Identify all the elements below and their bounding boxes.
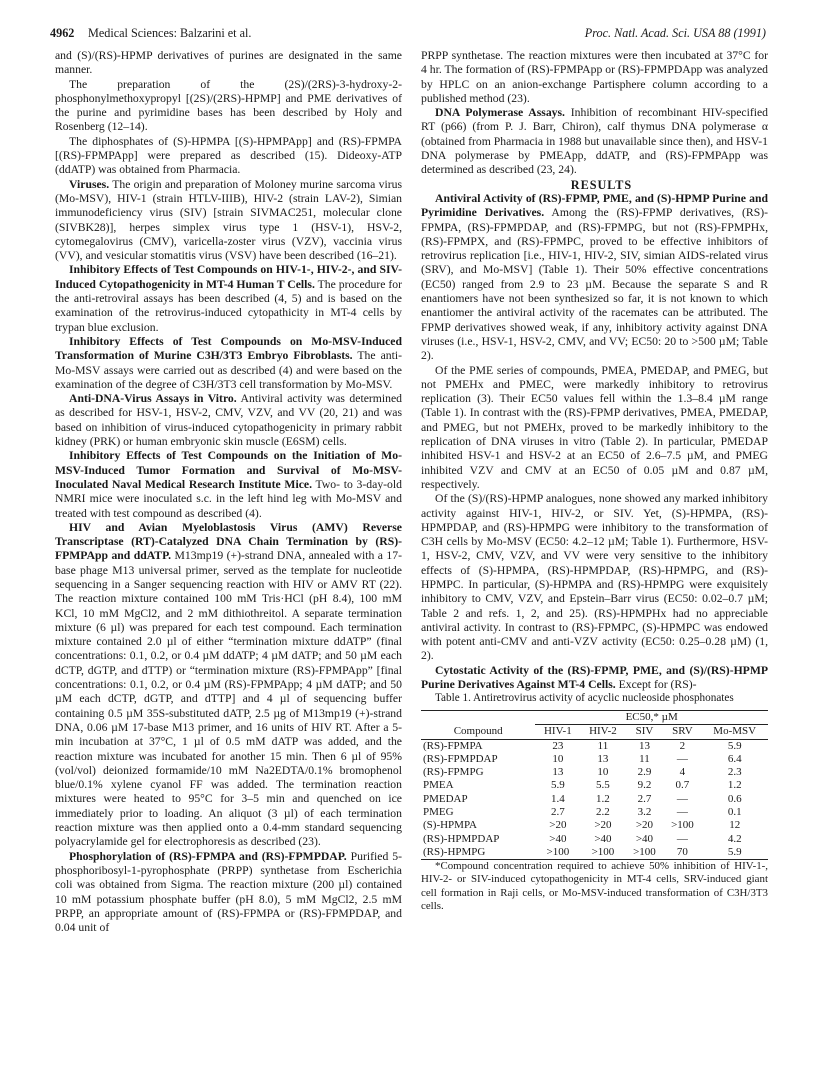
table-row [421,779,768,792]
table-cell: >20 [635,819,654,832]
paragraph-body: The origin and preparation of Moloney murine sarcoma virus (Mo-MSV), HIV-1 (strain HTLV-IIIB), HIV-2 (strain LAV-2), Simian immunodeficiency virus (SIV) [strain SIVMAC251, molecular clone (SIVBK28)], herpes simplex virus type 1 (HSV-1), HSV-2, cytomegalovirus (CMV), varicella-zoster virus (VZV), vaccinia virus (VV), and vesicular stomatitis virus (VSV) have been described (16–21). [55,177,402,263]
table-cell: 4 [679,766,686,779]
page-number: 4962 [50,26,75,40]
table-cell: >20 [549,819,567,832]
table-cell: 9.2 [637,779,652,792]
section-paragraph [55,263,402,334]
left-column [55,49,402,935]
table-cell: (S)-HPMPA [423,819,478,832]
results-heading: RESULTS [570,177,633,192]
run-in-heading: Phosphorylation of (RS)-FPMPA and (RS)-FPMPDAP. [69,849,347,863]
table-cell: 3.2 [637,806,652,819]
table-cell: 13 [638,739,650,752]
table-cell: — [676,792,688,805]
table-cell: >40 [594,832,612,845]
table-cell: 2.9 [637,766,652,779]
paragraph-body: Antiviral activity was determined as described for HSV-1, HSV-2, CMV, VZV, and VV (20, 21) and was based on inhibition of virus-induced cytopathogenicity in primary rabbit kidney (PRK) or human embryonic skin muscle (E6SM) cells. [55,392,402,449]
table-row [421,846,768,860]
paragraph-body: Two- to 3-day-old NMRI mice were inoculated s.c. in the left hind leg with Mo-MSV and treated with test compound as described (4). [55,477,402,520]
paragraph-body: The procedure for the anti-retroviral assays has been described (4, 5) and is based on the examination of the retrovirus-induced cytopathicity in MT-4 cells by trypan blue exclusion. [55,277,402,334]
table-cell: 1.2 [727,779,742,792]
table-cell: 70 [663,846,701,860]
table-cell: 0.1 [727,806,742,819]
table-cell: — [676,752,688,765]
table-caption: Table 1. Antiretrovirus activity of acyclic nucleoside phosphonates [435,692,734,705]
column-header: SRV [663,725,701,739]
run-in-heading: Inhibitory Effects of Test Compounds on Mo-MSV-Induced Transformation of Murine C3H/3T3 Embryo Fibroblasts. [55,334,402,363]
table-row [421,766,768,779]
table-cell: — [676,806,688,819]
section-paragraph [55,178,402,264]
table-cell: (RS)-FPMPG [423,766,484,779]
run-in-heading: DNA Polymerase Assays. [435,106,565,120]
table-cell: 4.2 [727,832,742,845]
run-in-heading: Viruses. [69,177,110,191]
table-cell: >40 [635,832,654,845]
page-header [50,24,766,42]
table-cell: 10 [552,752,564,765]
table-cell: >20 [594,819,612,832]
paragraph: Of the PME series of compounds, PMEA, PMEDAP, and PMEG, but not PMEHx and PMEC, were markedly inhibitory to retrovirus replication (3). Their EC50 values fell within the 1.3–8.4 µM range (Table 1). In contrast with the (RS)-FPMP derivatives, PMEA, PMEDAP, and PMEG, but not PMEHx, proved to be markedly inhibitory to the replication of DNA viruses in vitro (Table 2). In particular, PMEDAP inhibited HSV-1 and HSV-2 at an EC50 of 2.6–7.5 µM, and PMEG inhibited VZV and CMV at an EC50 of 0.05 µM and 0.87 µM, respectively. [421,363,768,491]
section-paragraph [55,521,402,850]
section-paragraph [55,449,402,520]
table-cell: 2.2 [596,806,610,819]
table-cell: >100 [580,846,625,860]
table-cell: PMEG [423,806,454,819]
table-row [421,819,768,832]
table-cell: 2.7 [550,806,565,819]
paragraph-body: Inhibition of recombinant HIV-specified RT (p66) (from P. J. Barr, Chiron), calf thymus DNA polymerase α (obtained from Pharmacia in 1988 but unavailable since then), and HSV-1 DNA polymerase by PMEApp, ddATP, and (RS)-FPMPApp was determined as described (23, 24). [421,106,768,177]
table-cell: 5.9 [727,739,742,752]
table-header-row [421,725,768,739]
table-header-blank [421,710,535,724]
table-cell: 5.9 [701,846,768,860]
table-unit-row [421,710,768,724]
run-in-heading: Cytostatic Activity of the (RS)-FPMP, PME, and (S)/(RS)-HPMP Purine Derivatives Against MT-4 Cells. [421,663,768,692]
table-cell: 12 [729,819,741,832]
table-cell: 13 [552,766,564,779]
table-row [421,739,768,753]
run-in-heading: Inhibitory Effects of Test Compounds on the Initiation of Mo-MSV-Induced Tumor Formation and Survival of Mo-MSV-Inoculated Naval Medical Research Institute Mice. [55,449,402,491]
table-cell: 1.4 [550,792,565,805]
table-row [421,833,768,846]
journal-citation: Proc. Natl. Acad. Sci. USA 88 (1991) [584,26,766,40]
table-row [421,806,768,819]
right-column [421,49,768,913]
table-cell: (RS)-FPMPDAP [423,752,498,765]
run-in-heading: HIV and Avian Myeloblastosis Virus (AMV) Reverse Transcriptase (RT)-Catalyzed DNA Chain Termination by (RS)-FPMPApp and ddATP. [55,520,402,563]
paragraph-body: The anti-Mo-MSV assays were carried out as described (4) and were based on the examination of the degree of C3H/3T3 cell transformation by Mo-MSV. [55,349,402,391]
table-cell: 10 [597,766,609,779]
paragraph: The diphosphates of (S)-HPMPA [(S)-HPMPApp] and (RS)-FPMPA [(RS)-FPMPApp] were prepared as described (15). Dideoxy-ATP (ddATP) was obtained from Pharmacia. [55,134,402,177]
table-cell: — [676,832,688,845]
run-in-heading: Anti-DNA-Virus Assays in Vitro. [69,392,237,406]
table-cell: 11 [597,739,609,752]
table-cell: 5.5 [596,779,610,792]
section-paragraph [421,192,768,364]
table-cell: 2 [679,739,686,752]
table-cell: >100 [625,846,663,860]
table-cell: >40 [549,832,567,845]
table-cell: PMEDAP [423,792,468,805]
column-header: SIV [625,725,663,739]
table-cell: (RS)-HPMPDAP [423,832,500,845]
table-cell: 1.2 [596,792,610,805]
table-cell: 0.6 [727,792,742,805]
table-cell: 5.9 [550,779,565,792]
column-header: HIV-1 [535,725,580,739]
run-in-heading: Antiviral Activity of (RS)-FPMP, PME, and (S)-HPMP Purine and Pyrimidine Derivatives. [421,191,768,220]
table-cell: 13 [597,752,609,765]
table-cell: 2.7 [637,792,652,805]
antiretrovirus-table [421,710,768,860]
column-header: Mo-MSV [701,725,768,739]
table-cell: 23 [552,739,564,752]
section-paragraph [55,335,402,392]
table-footnote: *Compound concentration required to achieve 50% inhibition of HIV-1-, HIV-2- or SIV-induced cytopathogenicity in MT-4 cells, SRV-induced giant cell formation in Raji cells, or Mo-MSV-induced transformation of C3H/3T3 cells. [421,860,768,912]
paragraph-body: Purified 5-phosphoribosyl-1-pyrophosphate (PRPP) synthetase from Escherichia coli was obtained from Sigma. The reaction mixture (200 µl) contained 10 mM potassium phosphate buffer (pH 8.0), 5 mM MgCl2, 2.5 mM PRPP, an appropriate amount of (RS)-FPMPA or (RS)-FPMPDAP, and 0.04 unit of [55,849,402,935]
run-in-heading: Inhibitory Effects of Test Compounds on HIV-1-, HIV-2-, and SIV-Induced Cytopathogenicity in MT-4 Human T Cells. [55,263,402,291]
paragraph-body: Among the (RS)-FPMP derivatives, (RS)-FPMPA, (RS)-FPMPDAP, and (RS)-FPMPG, but not (RS)-FPMPHx, (RS)-FPMPX, and (RS)-FPMPC, proved to be effective inhibitors of retrovirus replication [i.e., HIV-1, HIV-2, SIV, simian AIDS-related virus (SRV), and Mo-MSV] (Table 1). Their 50% effective concentrations (EC50) ranged from 2.9 to 23 µM. Because the separate S and R enantiomers have not been synthesized so far, it is not known to which enantiomer the antiviral activity of the racemates can be attributed. The FPMP derivatives showed weak, if any, inhibitory activity against DNA viruses (i.e., HSV-1, HSV-2, CMV, and VV; EC50: 20 to >500 µM; Table 2). [421,206,768,363]
paragraph: The preparation of the (2S)/(2RS)-3-hydroxy-2-phosphonylmethoxypropyl [(2S)/(2RS)-HPMP] and PME derivatives of the purine and pyrimidine bases has been described by Holy and Rosenberg (12–14). [55,77,402,134]
table-cell: 6.4 [727,752,742,765]
paragraph: and (S)/(RS)-HPMP derivatives of purines are designated in the same manner. [55,49,402,77]
table-cell: 2.3 [727,766,742,779]
table-cell: (RS)-HPMPG [421,846,535,860]
column-header: Compound [421,725,535,739]
table-unit-header: EC50,* µM [535,710,768,724]
paragraph: PRPP synthetase. The reaction mixtures were then incubated at 37°C for 4 hr. The formation of (RS)-FPMPApp or (RS)-FPMPDApp was analyzed by HPLC on an anion-exchange Partisphere column according to a published method (23). [421,49,768,105]
column-header: HIV-2 [580,725,625,739]
table-cell: >100 [535,846,580,860]
table-row [421,753,768,766]
table-cell: >100 [671,819,694,832]
table-cell: 0.7 [675,779,690,792]
table-cell: PMEA [423,779,454,792]
paragraph-body: M13mp19 (+)-strand DNA, annealed with a 17-base phage M13 universal primer, served as the template for nucleotide sequencing in a Sanger sequencing reaction with HIV or AMV RT (22). The reaction mixture contained 100 mM Tris·HCl (pH 8.4), 100 mM KCl, 10 mM MgCl2, and 2 mM dithiothreitol. A separate termination mixture (6 µl) was prepared for each test compound. Each termination mixture contained 2.0 µl of either “termination mixture ddATP” (final concentrations: 0.1, 0.2, or 0.4 µM ddATP; 4 µM dATP; and 50 µM each dCTP, dGTP, and dTTP) or “termination mixture (RS)-FPMPApp” [final concentrations: 0.1, 0.2, or 0.4 µM (RS)-FPMPApp; 4 µM dATP; and 50 µM each dCTP, dGTP, and dTTP] and 4 µl of sequencing buffer containing 0.5 µM 35S-substituted dATP, 2.5 µg of M13mp19 (+)-strand DNA, 0.06 µM 17-base M13 primer, and 16 units of HIV RT. After a 5-min incubation at 37°C, 1 µl of 0.5 mM dATP was added, and the reaction mixture was incubated for another 15 min. Then 6 µl of 95% (vol/vol) deionized formamide/10 mM Na2EDTA/0.1% bromophenol blue/0.1% xylene cyanol FF was added. The termination reaction mixtures were heated to 95°C for 3–5 min and quenched on ice immediately prior to loading. An aliquot (3 µl) of each termination reaction mixture was then applied onto a 0.4-mm standard sequencing polyacrylamide gel for electrophoresis as described (23). [55,549,402,849]
section-paragraph [55,392,402,449]
running-head: Medical Sciences: Balzarini et al. [88,26,252,40]
paragraph: Of the (S)/(RS)-HPMP analogues, none showed any marked inhibitory activity against HIV-1, HIV-2, or SIV. Yet, (S)-HPMPA, (RS)-HPMPDAP, and (RS)-HPMPG were inhibitory to the transformation of C3H cells by Mo-MSV (EC50: 4.2–12 µM; Table 1). Furthermore, HSV-1, HSV-2, CMV, VZV, and VV were very sensitive to the inhibitory effects of (S)-HPMPA, (RS)-HPMPDAP, (RS)-HPMPG, and (RS)-HPMPC. In particular, (S)-HPMPA and (RS)-HPMPG were exquisitely inhibitory to CMV, VZV, and Epstein–Barr virus (EC50: 0.02–0.7 µM; Table 2 and refs. 1, 2, and 25). (RS)-HPMPHx had no appreciable antiviral activity. In contrast to (RS)-FPMPC, (S)-HPMPC was endowed with potent anti-CMV and anti-VZV activity (EC50: 0.25–0.28 µM) (1, 2). [421,492,768,663]
section-paragraph [55,850,402,936]
table-cell: (RS)-FPMPA [423,739,483,752]
table-cell: 11 [639,752,650,765]
table-row [421,793,768,806]
paragraph-body: Except for (RS)- [618,678,697,692]
section-paragraph [421,106,768,177]
section-paragraph [421,664,768,693]
